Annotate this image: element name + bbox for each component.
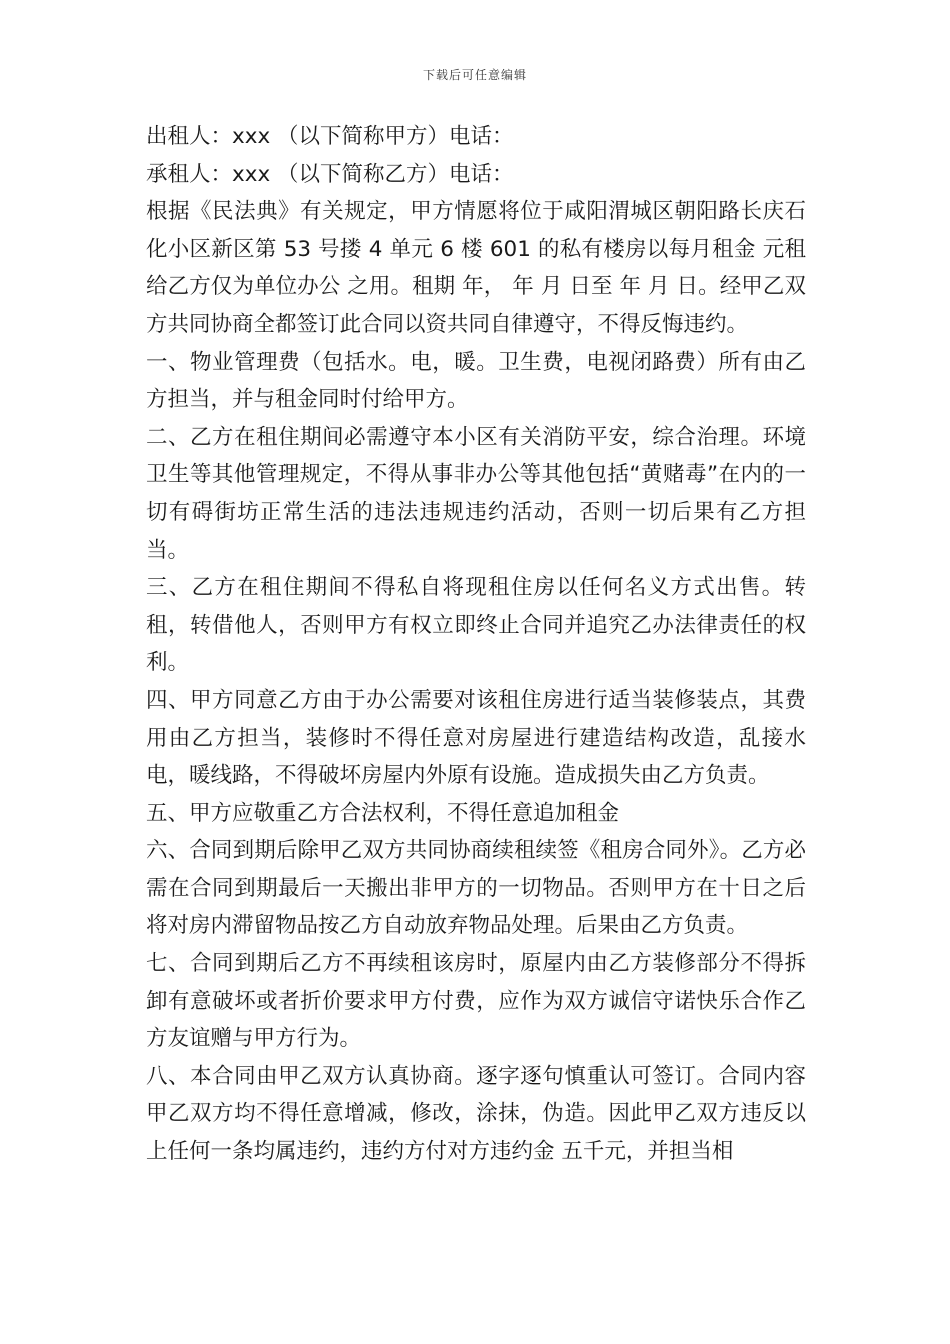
clause-5: 五、甲方应敬重乙方合法权利，不得任意追加租金 [146, 800, 620, 826]
clause-7: 七、合同到期后乙方不再续租该房时，原屋内由乙方装修部分不得拆卸有意破坏或者折价要求甲方付费，应作为双方诚信守诺快乐合作乙方友谊赠与甲方行为。 [146, 951, 806, 1052]
clause-3: 三、乙方在租住期间不得私自将现租住房以任何名义方式出售。转租，转借他人，否则甲方有权立即终止合同并追究乙办法律责任的权利。 [146, 575, 806, 676]
clause-1: 一、物业管理费（包括水。电，暖。卫生费，电视闭路费）所有由乙方担当，并与租金同时付给甲方。 [146, 349, 806, 413]
clause-4: 四、甲方同意乙方由于办公需要对该租住房进行适当装修装点，其费用由乙方担当，装修时不得任意对房屋进行建造结构改造，乱接水电，暖线路，不得破坏房屋内外原有设施。造成损失由乙方负责。 [146, 687, 806, 789]
preamble-paragraph: 根据《民法典》有关规定，甲方情愿将位于咸阳渭城区朝阳路长庆石化小区新区第 53 号搂 4 单元 6 楼 601 的私有楼房以每月租金 元租给乙方仅为单位办公 之用。租期 年， 年 月 日至 年 月 日。经甲乙双方共同协商全都签订此合同以资共同自律遵守，不得反悔违约。 [146, 199, 806, 337]
clause-6: 六、合同到期后除甲乙双方共同协商续租续签《租房合同外》。乙方必需在合同到期最后一天搬出非甲方的一切物品。否则甲方在十日之后将对房内滞留物品按乙方自动放弃物品处理。后果由乙方负责。 [146, 838, 806, 939]
lessee-line: 承租人：xxx （以下简称乙方）电话： [146, 161, 514, 187]
page-header-note: 下载后可任意编辑 [422, 68, 527, 82]
lessor-line: 出租人：xxx （以下简称甲方）电话： [146, 124, 514, 149]
clause-8: 八、本合同由甲乙双方认真协商。逐字逐句慎重认可签订。合同内容甲乙双方均不得任意增减，修改，涂抹，伪造。因此甲乙双方违反以上任何一条均属违约，违约方付对方违约金 五千元，并担当相 [146, 1063, 806, 1165]
contract-body [146, 118, 806, 1171]
clause-2: 二、乙方在租住期间必需遵守本小区有关消防平安，综合治理。环境卫生等其他管理规定，不得从事非办公等其他包括“黄赌毒”在内的一切有碍街坊正常生活的违法违规违约活动，否则一切后果有乙方担当。 [146, 424, 806, 563]
